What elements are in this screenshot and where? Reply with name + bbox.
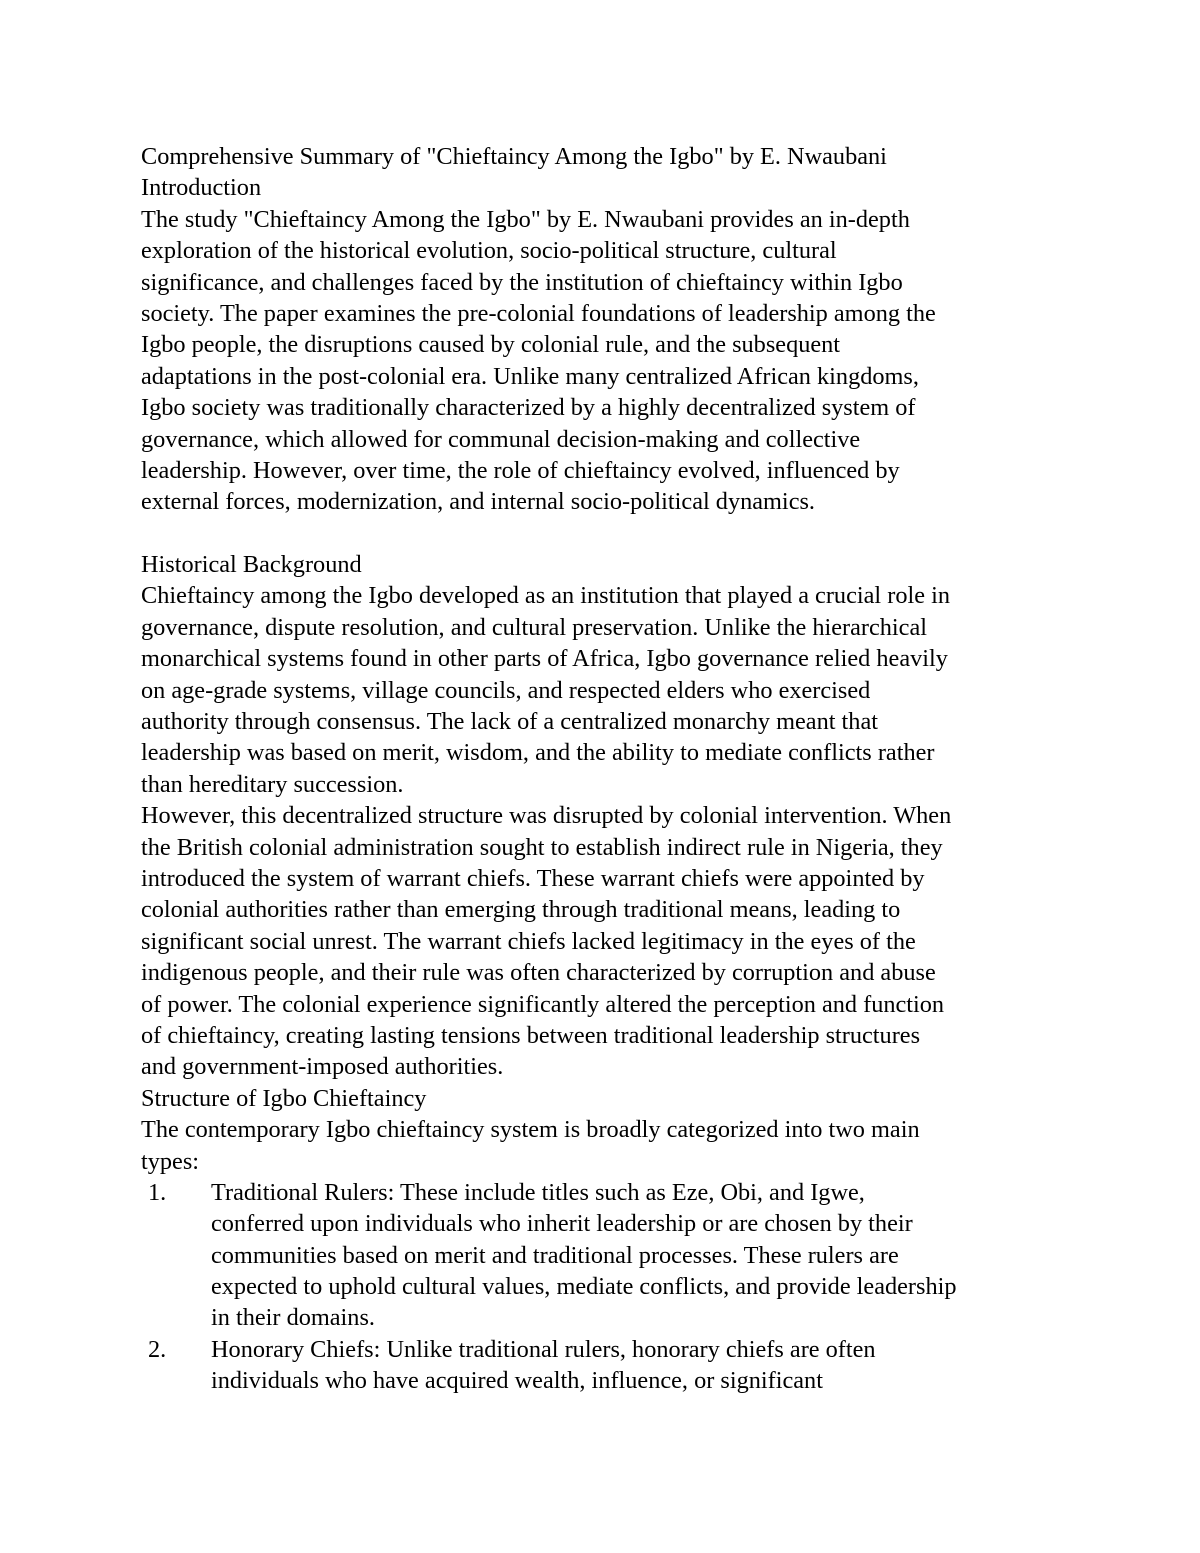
historical-background-paragraph-2 [141, 800, 1066, 1083]
list-item [141, 1334, 1066, 1397]
paragraph-line: leadership. However, over time, the role of chieftaincy evolved, influenced by [141, 456, 900, 484]
document-body [141, 141, 1066, 1397]
paragraph-line: governance, dispute resolution, and cultural preservation. Unlike the hierarchical [141, 613, 927, 641]
paragraph-line: on age-grade systems, village councils, and respected elders who exercised [141, 676, 871, 704]
structure-intro-paragraph [141, 1114, 1066, 1177]
paragraph-line: than hereditary succession. [141, 770, 404, 798]
document-title: Comprehensive Summary of "Chieftaincy Among the Igbo" by E. Nwaubani [141, 143, 887, 170]
paragraph-line: monarchical systems found in other parts of Africa, Igbo governance relied heavily [141, 645, 948, 673]
chieftaincy-types-list [141, 1177, 1066, 1397]
blank-line [141, 518, 1066, 549]
list-item-line: expected to uphold cultural values, mediate conflicts, and provide leadership [211, 1273, 957, 1301]
paragraph-line: external forces, modernization, and internal socio-political dynamics. [141, 488, 816, 516]
paragraph-line: significant social unrest. The warrant chiefs lacked legitimacy in the eyes of the [141, 927, 916, 955]
paragraph-line: of power. The colonial experience significantly altered the perception and function [141, 990, 945, 1018]
list-item-number: 1. [148, 1178, 167, 1206]
paragraph-line: indigenous people, and their rule was often characterized by corruption and abuse [141, 959, 936, 987]
paragraph-line: and government-imposed authorities. [141, 1053, 504, 1081]
paragraph-line: governance, which allowed for communal decision-making and collective [141, 425, 861, 453]
list-item-line: communities based on merit and traditional processes. These rulers are [211, 1241, 899, 1269]
structure-heading: Structure of Igbo Chieftaincy [141, 1084, 427, 1112]
paragraph-line: society. The paper examines the pre-colonial foundations of leadership among the [141, 299, 936, 327]
paragraph-line: significance, and challenges faced by the institution of chieftaincy within Igbo [141, 268, 903, 296]
paragraph-line: of chieftaincy, creating lasting tensions between traditional leadership structures [141, 1021, 921, 1049]
paragraph-line: leadership was based on merit, wisdom, and the ability to mediate conflicts rather [141, 739, 935, 767]
paragraph-line: The study "Chieftaincy Among the Igbo" by E. Nwaubani provides an in-depth [141, 205, 910, 233]
paragraph-line: authority through consensus. The lack of a centralized monarchy meant that [141, 708, 878, 736]
list-item-line: Honorary Chiefs: Unlike traditional rulers, honorary chiefs are often [211, 1335, 876, 1363]
historical-background-paragraph-1 [141, 580, 1066, 800]
paragraph-line: Igbo people, the disruptions caused by colonial rule, and the subsequent [141, 331, 841, 359]
paragraph-line: adaptations in the post-colonial era. Unlike many centralized African kingdoms, [141, 362, 919, 390]
paragraph-line: exploration of the historical evolution, socio-political structure, cultural [141, 237, 837, 265]
historical-background-heading: Historical Background [141, 551, 362, 579]
list-item-line: in their domains. [211, 1304, 375, 1332]
introduction-heading: Introduction [141, 174, 262, 202]
paragraph-line: the British colonial administration sought to establish indirect rule in Nigeria, they [141, 833, 943, 861]
introduction-paragraph [141, 204, 1066, 518]
paragraph-line: types: [141, 1147, 200, 1175]
paragraph-line: However, this decentralized structure was disrupted by colonial intervention. When [141, 802, 952, 830]
list-item-line: Traditional Rulers: These include titles such as Eze, Obi, and Igwe, [211, 1178, 865, 1206]
list-item-number: 2. [148, 1335, 167, 1363]
paragraph-line: Igbo society was traditionally characterized by a highly decentralized system of [141, 394, 916, 422]
list-item-line: conferred upon individuals who inherit leadership or are chosen by their [211, 1210, 913, 1238]
paragraph-line: introduced the system of warrant chiefs. These warrant chiefs were appointed by [141, 864, 925, 892]
list-item-line: individuals who have acquired wealth, influence, or significant [211, 1367, 823, 1395]
paragraph-line: Chieftaincy among the Igbo developed as an institution that played a crucial role in [141, 582, 950, 610]
list-item [141, 1177, 1066, 1334]
paragraph-line: colonial authorities rather than emerging through traditional means, leading to [141, 896, 901, 924]
paragraph-line: The contemporary Igbo chieftaincy system is broadly categorized into two main [141, 1116, 920, 1144]
